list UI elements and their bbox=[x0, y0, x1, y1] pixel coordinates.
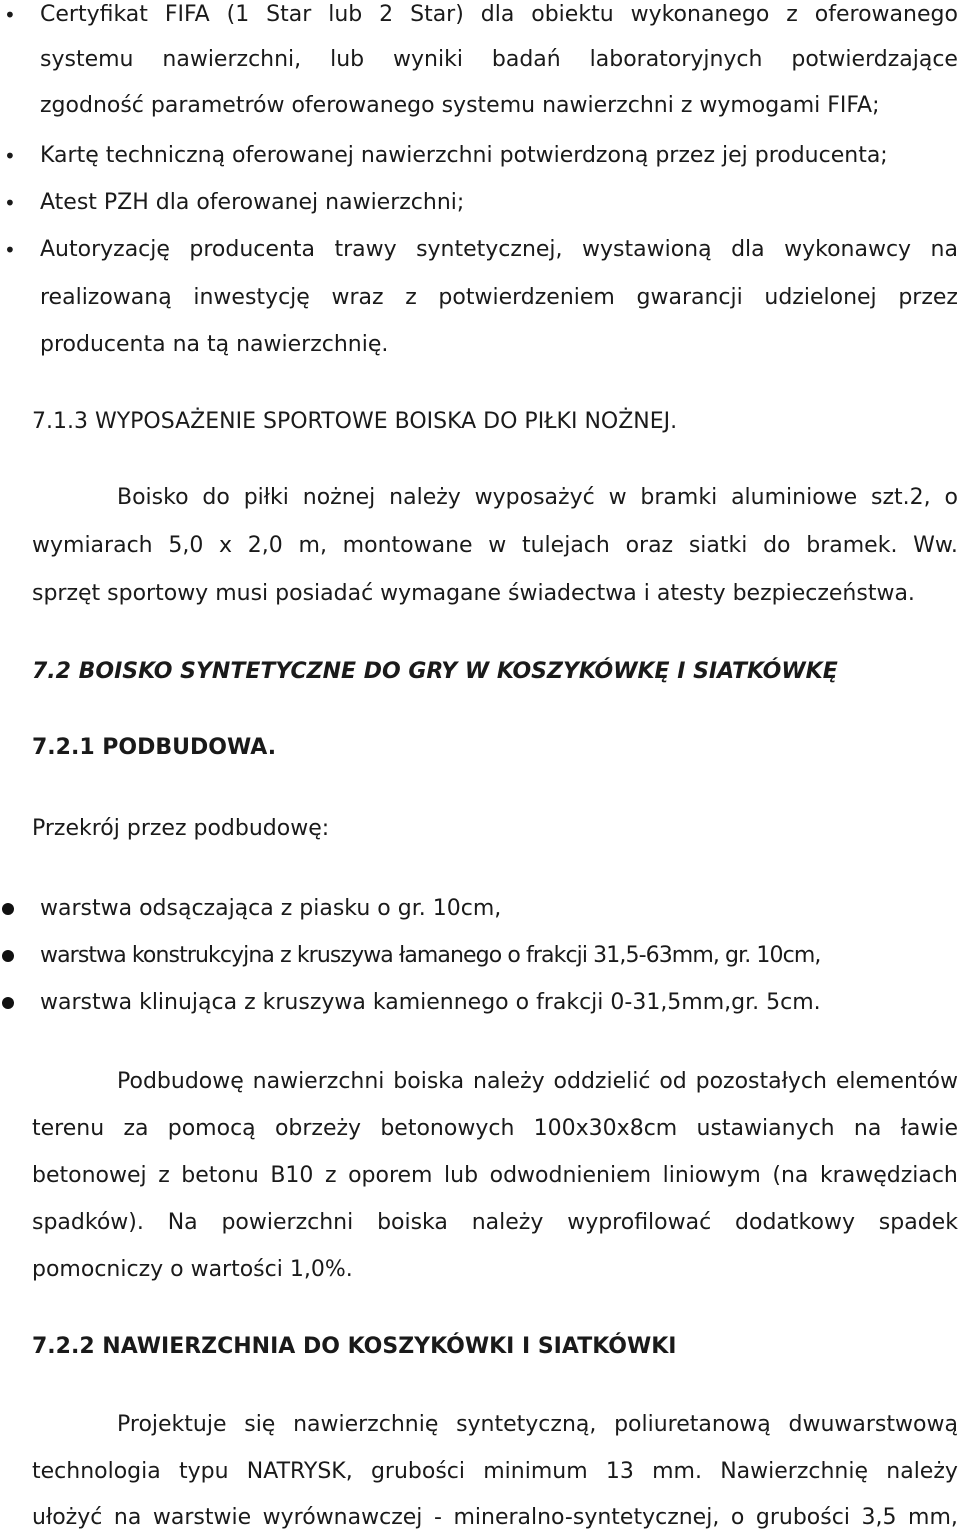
bullet-dot-icon bbox=[2, 903, 14, 915]
list-item: warstwa odsączająca z piasku o gr. 10cm, bbox=[40, 896, 502, 921]
bullet-icon: • bbox=[4, 191, 16, 215]
list-item: warstwa klinująca z kruszywa kamiennego o frakcji 0-31,5mm,gr. 5cm. bbox=[40, 990, 821, 1015]
paragraph-line: Projektuje się nawierzchnię syntetyczną, poliuretanową dwuwarstwową bbox=[117, 1412, 958, 1437]
paragraph-line: wymiarach 5,0 x 2,0 m, montowane w tulejach oraz siatki do bramek. Ww. bbox=[32, 533, 958, 558]
bullet-icon: • bbox=[4, 238, 16, 262]
list-item-line: Certyfikat FIFA (1 Star lub 2 Star) dla obiektu wykonanego z oferowanego bbox=[40, 2, 958, 27]
bullet-dot-icon bbox=[2, 997, 14, 1009]
section-heading-722: 7.2.2 NAWIERZCHNIA DO KOSZYKÓWKI I SIATKÓWKI bbox=[32, 1334, 677, 1359]
section-intro: Przekrój przez podbudowę: bbox=[32, 816, 330, 841]
list-item-line: producenta na tą nawierzchnię. bbox=[40, 332, 389, 357]
bullet-icon: • bbox=[4, 3, 16, 27]
list-item-line: zgodność parametrów oferowanego systemu nawierzchni z wymogami FIFA; bbox=[40, 93, 880, 118]
bullet-dot-icon bbox=[2, 950, 14, 962]
paragraph-line: sprzęt sportowy musi posiadać wymagane świadectwa i atesty bezpieczeństwa. bbox=[32, 581, 915, 606]
paragraph-line: technologia typu NATRYSK, grubości minimum 13 mm. Nawierzchnię należy bbox=[32, 1459, 958, 1484]
paragraph-line: Boisko do piłki nożnej należy wyposażyć w bramki aluminiowe szt.2, o bbox=[117, 485, 958, 510]
section-heading-713: 7.1.3 WYPOSAŻENIE SPORTOWE BOISKA DO PIŁKI NOŻNEJ. bbox=[32, 409, 678, 434]
section-heading-721: 7.2.1 PODBUDOWA. bbox=[32, 735, 277, 760]
section-heading-72: 7.2 BOISKO SYNTETYCZNE DO GRY W KOSZYKÓWKĘ I SIATKÓWKĘ bbox=[32, 659, 838, 684]
list-item-line: Autoryzację producenta trawy syntetycznej, wystawioną dla wykonawcy na bbox=[40, 237, 958, 262]
paragraph-line: betonowej z betonu B10 z oporem lub odwodnieniem liniowym (na krawędziach bbox=[32, 1163, 958, 1188]
list-item-line: Kartę techniczną oferowanej nawierzchni potwierdzoną przez jej producenta; bbox=[40, 143, 888, 168]
list-item: warstwa konstrukcyjna z kruszywa łamanego o frakcji 31,5-63mm, gr. 10cm, bbox=[40, 943, 821, 968]
bullet-icon: • bbox=[4, 144, 16, 168]
list-item-line: Atest PZH dla oferowanej nawierzchni; bbox=[40, 190, 465, 215]
paragraph-line: pomocniczy o wartości 1,0%. bbox=[32, 1257, 353, 1282]
paragraph-line: spadków). Na powierzchni boiska należy wyprofilować dodatkowy spadek bbox=[32, 1210, 958, 1235]
list-item-line: realizowaną inwestycję wraz z potwierdzeniem gwarancji udzielonej przez bbox=[40, 285, 958, 310]
paragraph-line: terenu za pomocą obrzeży betonowych 100x30x8cm ustawianych na ławie bbox=[32, 1116, 958, 1141]
paragraph-line: ułożyć na warstwie wyrównawczej - mineralno-syntetycznej, o grubości 3,5 mm, bbox=[32, 1505, 958, 1530]
paragraph-line: Podbudowę nawierzchni boiska należy oddzielić od pozostałych elementów bbox=[117, 1069, 958, 1094]
list-item-line: systemu nawierzchni, lub wyniki badań laboratoryjnych potwierdzające bbox=[40, 47, 958, 72]
